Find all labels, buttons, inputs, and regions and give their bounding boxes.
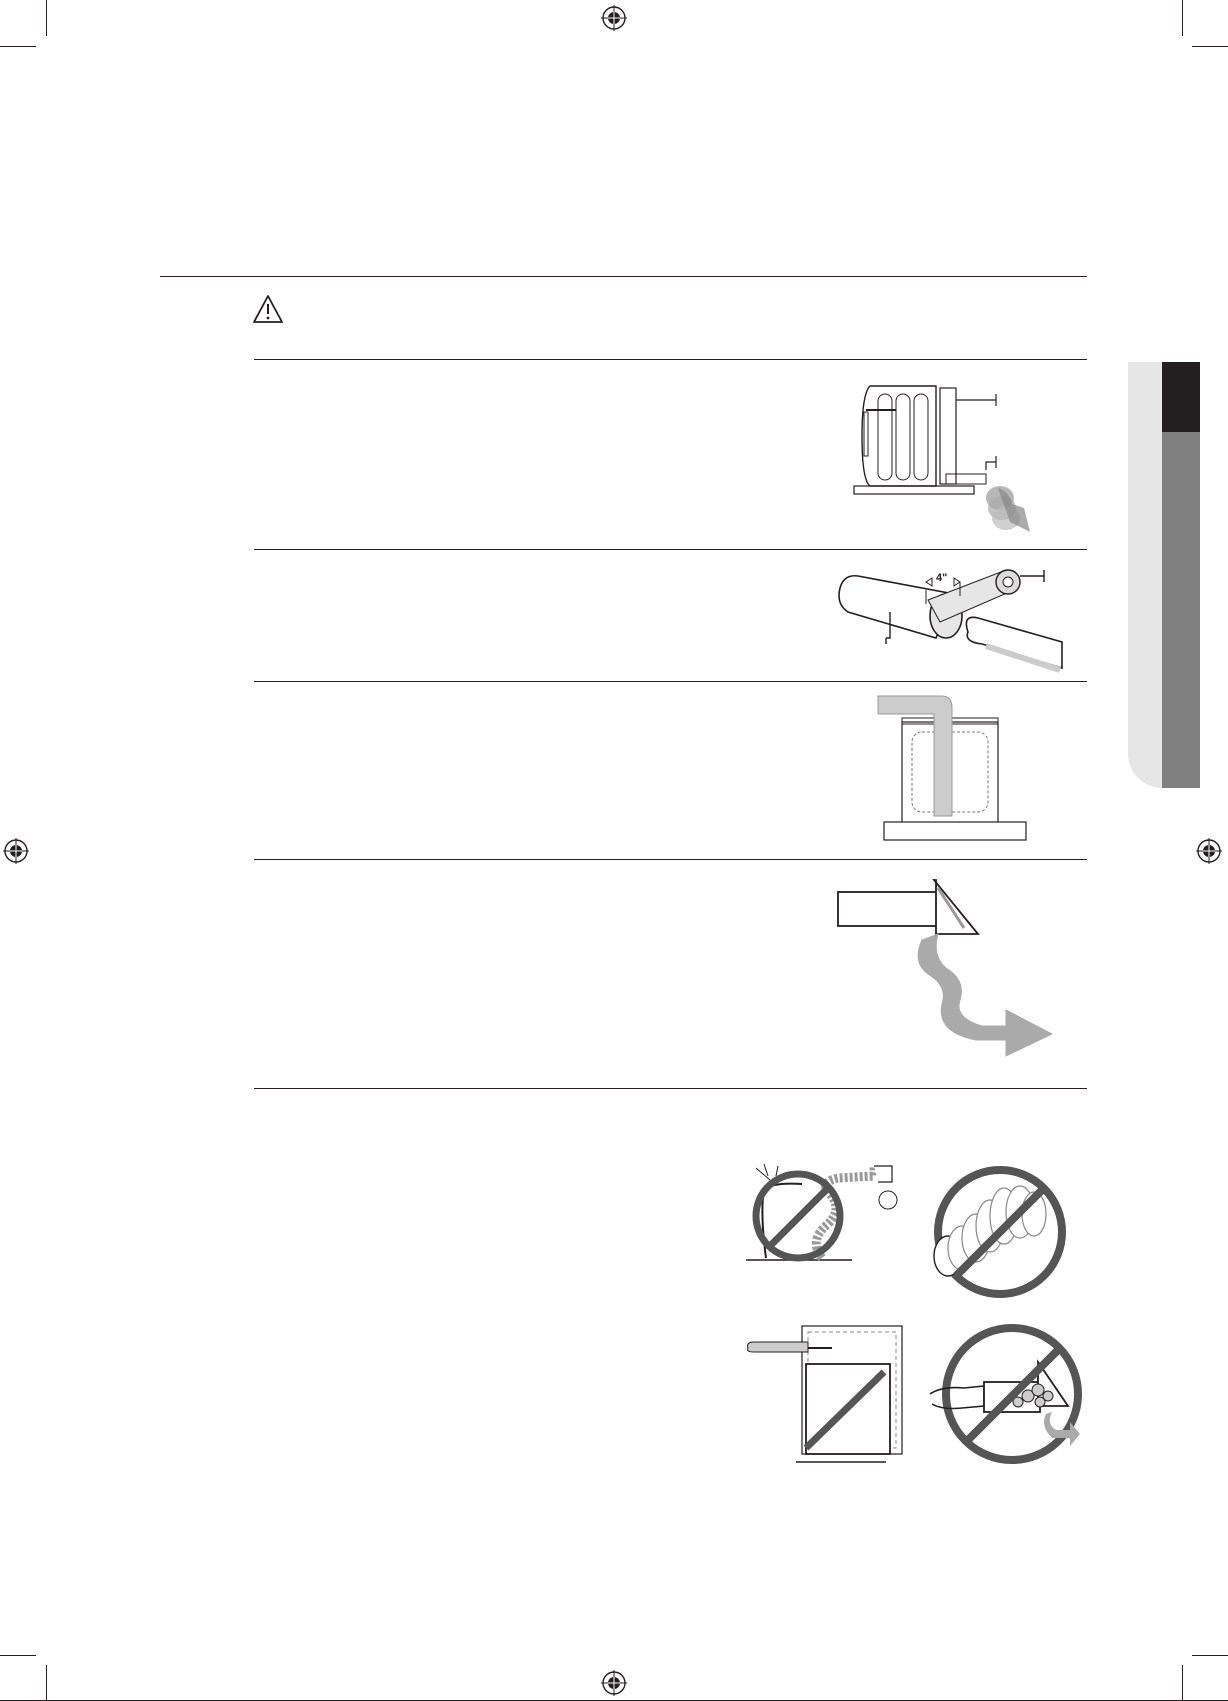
prohibited-wall-duct-icon [746,1322,906,1464]
crop-mark-bottom-left-v [46,1665,47,1701]
section-divider [254,549,1087,550]
dryer-rear-duct-illustration [876,692,1022,844]
warning-triangle-icon [252,294,284,324]
exhaust-hood-airflow-illustration [836,876,1056,1058]
section-tab-strip [1162,432,1200,788]
registration-target-icon [601,1670,627,1696]
crop-mark-bottom-right-h [1192,1655,1228,1656]
section-divider [254,359,1087,360]
section-tab-active-marker [1162,362,1200,432]
section-divider [254,1088,1087,1089]
crop-mark-top-left-h [0,46,36,47]
duct-spacing-label: 4" [936,572,948,584]
crop-mark-bottom-left-h [0,1655,36,1656]
crop-mark-bottom-right-v [1182,1665,1183,1701]
crop-mark-top-right-v [1182,0,1183,36]
section-divider [254,681,1087,682]
crop-mark-top-right-h [1192,46,1228,47]
registration-target-icon [3,838,29,864]
prohibited-foil-duct-icon [924,1164,1064,1300]
prohibited-lint-blocked-hood-icon [928,1322,1088,1472]
dryer-side-exhaust-illustration [850,380,1060,540]
header-rule [160,276,1087,277]
crop-mark-top-left-v [46,0,47,36]
section-divider [254,859,1087,860]
section-tab-background [1128,362,1162,788]
prohibited-crushed-duct-icon [742,1162,912,1270]
registration-target-icon [1196,838,1222,864]
duct-tape-joint-illustration [836,560,1066,678]
registration-target-icon [601,5,627,31]
